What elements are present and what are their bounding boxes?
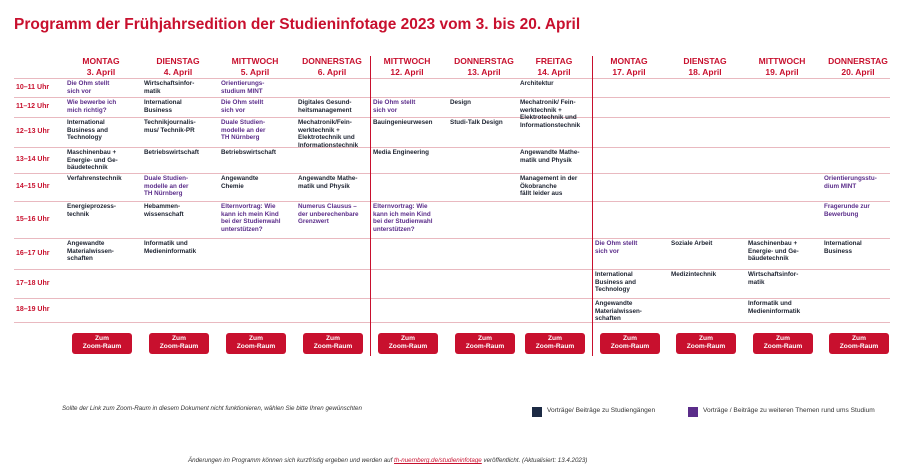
program-item: Angewandte Materialwissen- schaften (67, 240, 114, 263)
program-item: International Business (824, 240, 862, 255)
time-label: 16–17 Uhr (16, 249, 50, 257)
topic-item: Numerus Clausus – der unberechenbare Grenzwert (298, 203, 359, 226)
program-item: Angewandte Mathe- matik und Physik (298, 175, 358, 190)
zoom-room-button[interactable]: Zum Zoom-Raum (149, 333, 209, 354)
day-name: DIENSTAG (683, 56, 727, 66)
zoom-room-button[interactable]: Zum Zoom-Raum (455, 333, 515, 354)
day-date: 13. April (467, 67, 501, 77)
program-item: Management in der Ökobranche fällt leider aus (520, 175, 578, 198)
zoom-room-button[interactable]: Zum Zoom-Raum (600, 333, 660, 354)
topic-item: Die Ohm stellt sich vor (67, 80, 110, 95)
day-header-1 (141, 56, 215, 78)
day-date: 18. April (688, 67, 722, 77)
program-item: Betriebswirtschaft (221, 149, 276, 156)
topic-item: Die Ohm stellt sich vor (595, 240, 638, 255)
topic-item: Duale Studien- modelle an der TH Nürnberg (144, 175, 189, 198)
topic-item: Wie bewerbe ich mich richtig? (67, 99, 117, 114)
program-item: Betriebswirtschaft (144, 149, 199, 156)
day-name: FREITAG (535, 56, 573, 66)
topic-item: Orientierungsstu- dium MINT (824, 175, 877, 190)
program-item: Technikjournalis- mus/ Technik-PR (144, 119, 196, 134)
day-header-5 (447, 56, 521, 78)
row-divider (14, 97, 890, 98)
program-item: Maschinenbau + Energie- und Ge- bäudetechnik (748, 240, 799, 263)
zoom-room-button[interactable]: Zum Zoom-Raum (829, 333, 889, 354)
program-item: Digitales Gesund- heitsmanagement (298, 99, 352, 114)
time-label: 17–18 Uhr (16, 279, 50, 287)
day-header-6 (517, 56, 591, 78)
time-label: 12–13 Uhr (16, 128, 50, 135)
program-item: Mechatronik/ Fein- werktechnik + Elektrotechnik und Informationstechnik (520, 99, 581, 129)
program-item: International Business (144, 99, 182, 114)
row-divider (14, 269, 890, 270)
day-header-4 (370, 56, 444, 78)
zoom-room-button[interactable]: Zum Zoom-Raum (303, 333, 363, 354)
row-divider (14, 201, 890, 202)
topic-item: Die Ohm stellt sich vor (221, 99, 264, 114)
zoom-link-note: Sollte der Link zum Zoom-Raum in diesem Dokument nicht funktionieren, wählen Sie bitte Ihren gewünschten (62, 405, 362, 412)
program-item: Architektur (520, 80, 554, 87)
row-divider (14, 147, 890, 148)
row-divider (14, 117, 890, 118)
time-label: 11–12 Uhr (16, 103, 50, 110)
day-name: MITTWOCH (758, 56, 806, 66)
day-name: DONNERSTAG (454, 56, 514, 66)
day-date: 4. April (163, 67, 193, 77)
program-item: Bauingenieurwesen (373, 119, 433, 126)
day-date: 12. April (390, 67, 424, 77)
day-header-9 (745, 56, 819, 78)
row-divider (14, 78, 890, 79)
day-name: MONTAG (610, 56, 648, 66)
legend-other-label: Vorträge / Beiträge zu weiteren Themen rund ums Studium (703, 407, 875, 414)
day-date: 6. April (317, 67, 347, 77)
day-header-10 (821, 56, 895, 78)
zoom-room-button[interactable]: Zum Zoom-Raum (72, 333, 132, 354)
page-title: Programm der Frühjahrsedition der Studieninfotage 2023 vom 3. bis 20. April (14, 16, 581, 33)
row-divider (14, 322, 890, 323)
program-item: Wirtschaftsinfor- matik (748, 271, 799, 286)
program-item: International Business and Technology (67, 119, 108, 142)
topic-item: Duale Studien- modelle an der TH Nürnberg (221, 119, 266, 142)
day-date: 19. April (765, 67, 799, 77)
week-separator (370, 56, 371, 356)
day-name: DIENSTAG (156, 56, 200, 66)
day-header-7 (592, 56, 666, 78)
program-item: International Business and Technology (595, 271, 636, 294)
topic-item: Orientierungs- studium MINT (221, 80, 265, 95)
program-item: Maschinenbau + Energie- und Ge- bäudetechnik (67, 149, 118, 172)
zoom-room-button[interactable]: Zum Zoom-Raum (676, 333, 736, 354)
program-item: Medizintechnik (671, 271, 717, 278)
day-header-2 (218, 56, 292, 78)
row-divider (14, 173, 890, 174)
time-label: 18–19 Uhr (16, 306, 50, 313)
time-label: 15–16 Uhr (16, 215, 50, 223)
legend-study-label: Vorträge/ Beiträge zu Studiengängen (547, 407, 656, 414)
row-divider (14, 298, 890, 299)
topic-item: Elternvortrag: Wie kann ich mein Kind bei der Studienwahl unterstützen? (373, 203, 433, 233)
zoom-room-button[interactable]: Zum Zoom-Raum (525, 333, 585, 354)
topic-item: Die Ohm stellt sich vor (373, 99, 416, 114)
program-item: Angewandte Chemie (221, 175, 259, 190)
day-name: MITTWOCH (383, 56, 431, 66)
program-item: Energieprozess- technik (67, 203, 116, 218)
day-header-8 (668, 56, 742, 78)
program-item: Informatik und Medieninformatik (748, 300, 801, 315)
day-name: DONNERSTAG (302, 56, 362, 66)
day-date: 17. April (612, 67, 646, 77)
week-separator (592, 56, 593, 356)
day-name: MONTAG (82, 56, 120, 66)
day-name: MITTWOCH (231, 56, 279, 66)
program-item: Informatik und Medieninformatik (144, 240, 197, 255)
program-item: Mechatronik/Fein- werktechnik + Elektrotechnik und Informationstechnik (298, 119, 359, 149)
footer-text-after: veröffentlicht. (Aktualisiert: 13.4.2023) (481, 457, 588, 464)
day-date: 14. April (537, 67, 571, 77)
legend-other-swatch (688, 407, 698, 417)
day-date: 5. April (240, 67, 270, 77)
day-date: 3. April (86, 67, 116, 77)
footer-note (188, 457, 587, 464)
footer-text-before: Änderungen im Programm können sich kurzfristig ergeben und werden auf (188, 457, 395, 464)
program-item: Angewandte Materialwissen- schaften (595, 300, 642, 323)
program-item: Design (450, 99, 471, 106)
topic-item: Elternvortrag: Wie kann ich mein Kind bei der Studienwahl unterstützen? (221, 203, 281, 233)
program-item: Verfahrenstechnik (67, 175, 122, 182)
zoom-room-button[interactable]: Zum Zoom-Raum (378, 333, 438, 354)
program-item: Angewandte Mathe- matik und Physik (520, 149, 580, 164)
topic-item: Fragerunde zur Bewerbung (824, 203, 870, 218)
time-label: 13–14 Uhr (16, 156, 50, 163)
program-item: Wirtschaftsinfor- matik (144, 80, 195, 95)
program-item: Studi-Talk Design (450, 119, 503, 126)
studieninfotage-link[interactable]: th-nuernberg.de/studieninfotage (394, 457, 482, 464)
day-date: 20. April (841, 67, 875, 77)
program-item: Soziale Arbeit (671, 240, 713, 247)
zoom-room-button[interactable]: Zum Zoom-Raum (753, 333, 813, 354)
program-item: Media Engineering (373, 149, 429, 156)
row-divider (14, 238, 890, 239)
day-header-0 (64, 56, 138, 78)
program-item: Hebammen- wissenschaft (144, 203, 184, 218)
time-label: 10–11 Uhr (16, 83, 50, 91)
day-header-3 (295, 56, 369, 78)
legend-study-swatch (532, 407, 542, 417)
zoom-room-button[interactable]: Zum Zoom-Raum (226, 333, 286, 354)
day-name: DONNERSTAG (828, 56, 888, 66)
time-label: 14–15 Uhr (16, 183, 50, 190)
